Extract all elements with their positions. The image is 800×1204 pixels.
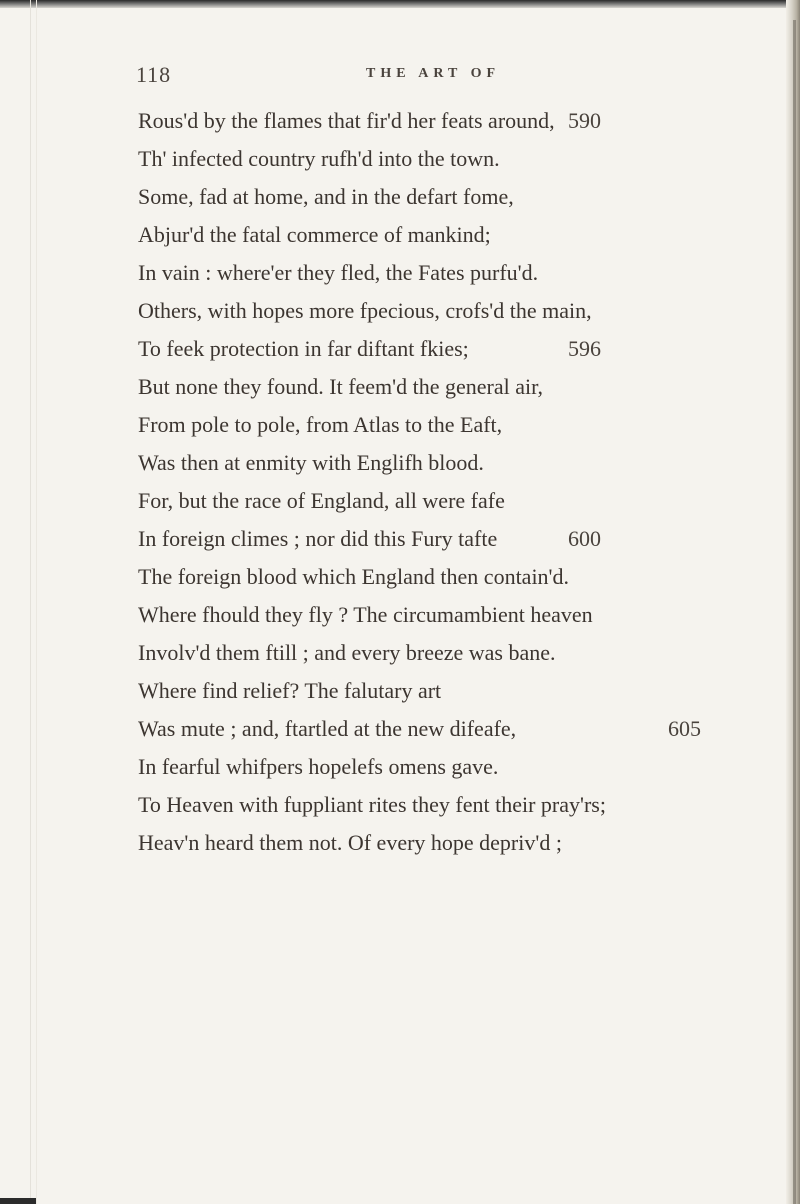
verse-block: [138, 102, 778, 862]
verse-line: [138, 368, 778, 406]
page-header: [126, 62, 686, 92]
page-number: 118: [136, 62, 172, 87]
running-head: THE ART OF: [366, 66, 501, 81]
verse-line-text: Involv'd them ftill ; and every breeze was bane.: [138, 640, 556, 665]
verse-line: [138, 216, 778, 254]
verse-line-text: Th' infected country rufh'd into the town.: [138, 146, 500, 171]
verse-line: [138, 596, 778, 634]
verse-line-text: Rous'd by the flames that fir'd her feats around,: [138, 108, 555, 133]
verse-line: [138, 178, 778, 216]
verse-line-text: Where find relief? The falutary art: [138, 678, 442, 703]
verse-line-text: To feek protection in far diftant fkies;: [138, 336, 469, 361]
verse-line: [138, 824, 778, 862]
verse-line: [138, 140, 778, 178]
verse-line-text: From pole to pole, from Atlas to the Eaft,: [138, 412, 503, 437]
verse-line-text: Was mute ; and, ftartled at the new difeafe,: [138, 716, 517, 741]
verse-line-text: In fearful whifpers hopelefs omens gave.: [138, 754, 499, 779]
verse-line-text: Heav'n heard them not. Of every hope depriv'd ;: [138, 830, 562, 855]
verse-line: [138, 558, 778, 596]
verse-line-text: Abjur'd the fatal commerce of mankind;: [138, 222, 491, 247]
verse-line: [138, 634, 778, 672]
verse-line-text: Some, fad at home, and in the defart fome,: [138, 184, 514, 209]
verse-line-text: For, but the race of England, all were fafe: [138, 488, 505, 513]
verse-line-text: Others, with hopes more fpecious, crofs'd the main,: [138, 298, 592, 323]
verse-line-text: In vain : where'er they fled, the Fates purfu'd.: [138, 260, 539, 285]
verse-line: [138, 406, 778, 444]
verse-line: [138, 330, 778, 368]
page-bottom-mark: [0, 1198, 36, 1204]
verse-line-text: To Heaven with fuppliant rites they fent their pray'rs;: [138, 792, 606, 817]
verse-line-text: Was then at enmity with Englifh blood.: [138, 450, 484, 475]
line-number: 596: [568, 336, 601, 361]
verse-line: [138, 292, 778, 330]
page-binding-shadow: [793, 20, 796, 1204]
verse-line: [138, 520, 778, 558]
verse-line: [138, 444, 778, 482]
verse-line-text: But none they found. It feem'd the general air,: [138, 374, 544, 399]
verse-line-text: The foreign blood which England then contain'd.: [138, 564, 570, 589]
margin-line: [36, 0, 37, 1204]
verse-line: [138, 482, 778, 520]
verse-line: [138, 102, 778, 140]
verse-line: [138, 672, 778, 710]
line-number: 605: [668, 716, 701, 741]
verse-line-text: In foreign climes ; nor did this Fury tafte: [138, 526, 498, 551]
verse-line: [138, 254, 778, 292]
page-top-edge: [0, 0, 800, 8]
verse-line: [138, 710, 778, 748]
verse-line: [138, 786, 778, 824]
line-number: 600: [568, 526, 601, 551]
verse-line-text: Where fhould they fly ? The circumambient heaven: [138, 602, 593, 627]
margin-line: [30, 0, 31, 1204]
line-number: 590: [568, 108, 601, 133]
verse-line: [138, 748, 778, 786]
